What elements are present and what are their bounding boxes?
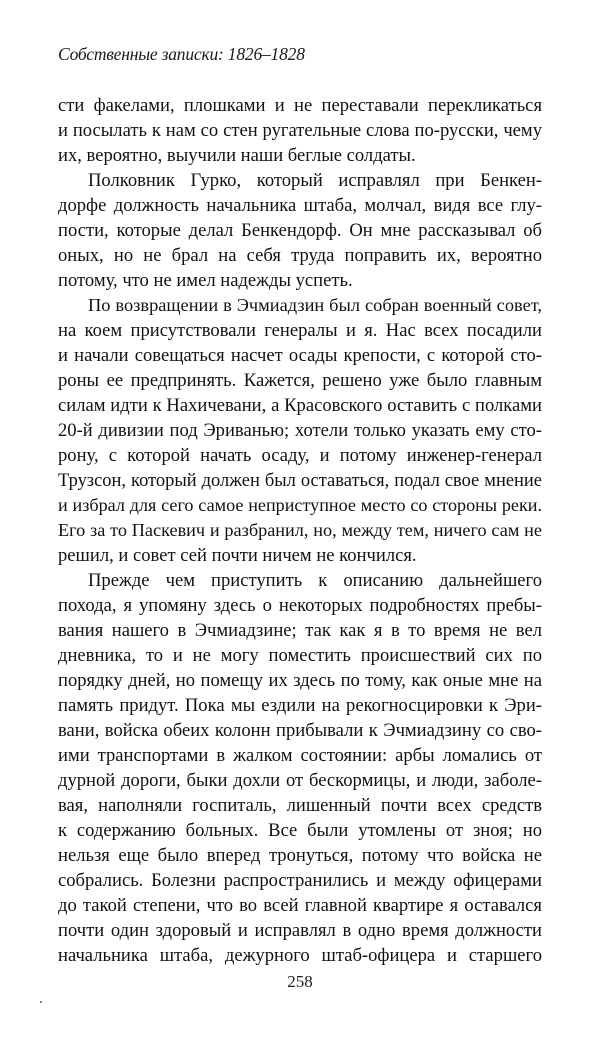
text-line: дневника, то и не могу поместить происшествий сих по <box>58 645 542 666</box>
text-line: их, вероятно, выучили наши беглые солдаты. <box>58 145 416 166</box>
scan-speck <box>40 1001 42 1003</box>
paragraph-start-line: Прежде чем приступить к описанию дальнейшего <box>88 570 542 591</box>
book-text <box>58 93 542 968</box>
text-line: рону, с которой начать осаду, и потому инженер-генерал <box>58 445 542 466</box>
text-line: пости, которые делал Бенкендорф. Он мне рассказывал об <box>58 220 542 241</box>
text-line: вая, наполняли госпиталь, лишенный почти всех средств <box>58 795 542 816</box>
text-line: на коем присутствовали генералы и я. Нас всех посадили <box>58 320 542 341</box>
paragraph-start-line: Полковник Гурко, который исправлял при Бенкен- <box>88 170 542 191</box>
page-number: 258 <box>287 972 313 991</box>
text-line: 20-й дивизии под Эриванью; хотели только указать ему сто- <box>58 420 542 441</box>
text-line: нельзя еще было вперед тронуться, потому что войска не <box>58 845 542 866</box>
running-header: Собственные записки: 1826–1828 <box>58 44 305 64</box>
text-line: память придут. Пока мы ездили на рекогносцировки к Эри- <box>58 695 542 716</box>
text-line: вания нашего в Эчмиадзине; так как я в то время не вел <box>58 620 542 641</box>
text-line: и посылать к нам со стен ругательные слова по-русски, чему <box>58 120 542 141</box>
text-line: начальника штаба, дежурного штаб-офицера и старшего <box>58 945 542 966</box>
text-line: силам идти к Нахичевани, а Красовского оставить с полками <box>58 395 542 416</box>
text-line: собрались. Болезни распространились и между офицерами <box>58 870 542 891</box>
text-line: и начали совещаться насчет осады крепости, с которой сто- <box>58 345 542 366</box>
text-line: оных, но не брал на себя труда поправить их, вероятно <box>58 245 542 266</box>
text-line: ими транспортами в жалком состоянии: арбы ломались от <box>58 745 542 766</box>
text-line: роны ее предпринять. Кажется, решено уже было главным <box>58 370 542 391</box>
text-line: Трузсон, который должен был оставаться, подал свое мнение <box>58 470 542 490</box>
text-line: похода, я упомяну здесь о некоторых подробностях пребы- <box>58 595 542 616</box>
text-line: потому, что не имел надежды успеть. <box>58 270 353 291</box>
text-line: вани, войска обеих колонн прибывали к Эчмиадзину со сво- <box>58 720 542 741</box>
text-line: порядку дней, но помещу их здесь по тому, как оные мне на <box>58 670 542 691</box>
text-line: и избрал для сего самое неприступное место со стороны реки. <box>58 495 542 515</box>
paragraph-start-line: По возвращении в Эчмиадзин был собран военный совет, <box>88 295 542 315</box>
text-line: до такой степени, что во всей главной квартире я оставался <box>58 895 542 916</box>
text-line: Его за то Паскевич и разбранил, но, между тем, ничего сам не <box>58 520 542 540</box>
text-line: почти один здоровый и исправлял в одно время должности <box>58 920 542 941</box>
text-line: дорфе должность начальника штаба, молчал, видя все глу- <box>58 195 542 216</box>
text-line: решил, и совет сей почти ничем не кончился. <box>58 545 417 566</box>
text-line: сти факелами, плошками и не переставали перекликаться <box>58 95 542 116</box>
text-line: дурной дороги, быки дохли от бескормицы, и люди, заболе- <box>58 770 542 791</box>
text-line: к содержанию больных. Все были утомлены от зноя; но <box>58 820 542 841</box>
